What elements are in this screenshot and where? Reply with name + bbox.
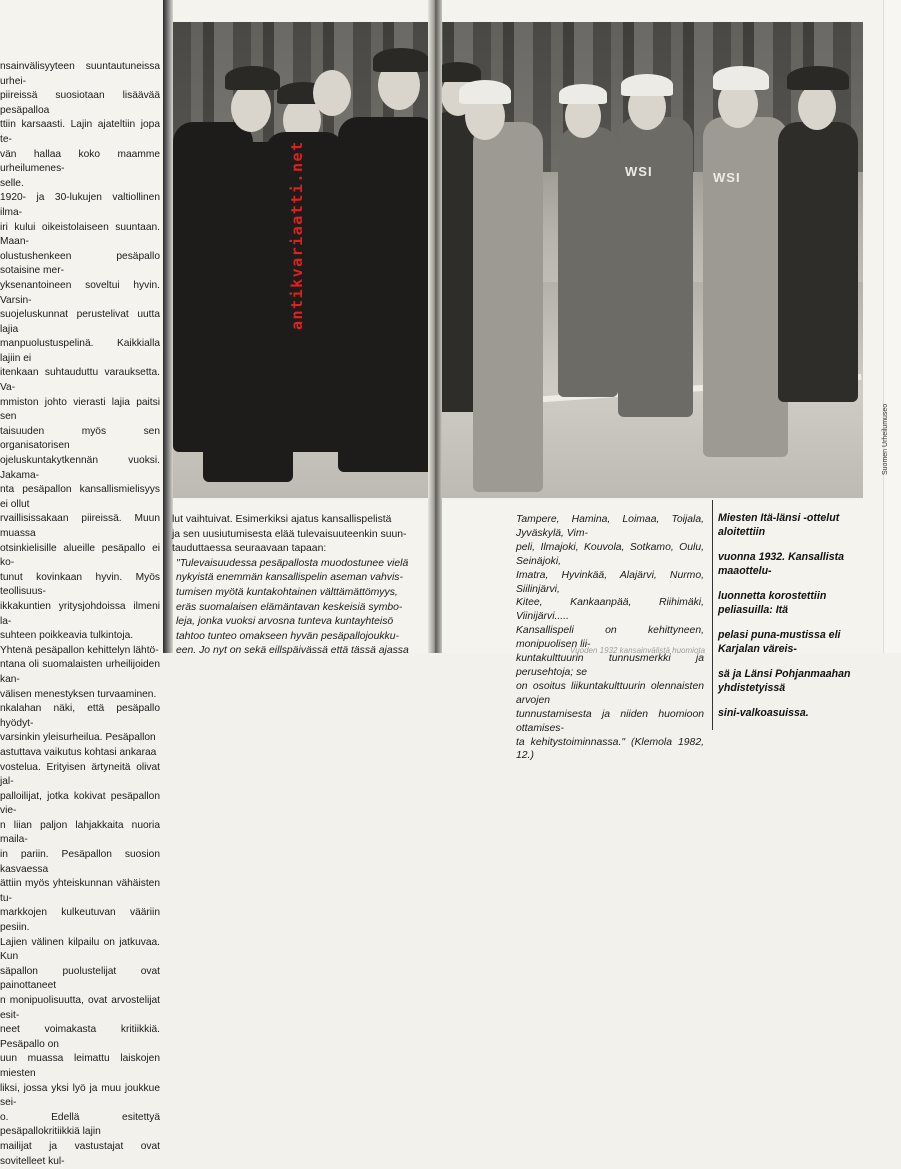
text-line: selle. xyxy=(0,177,24,189)
text-line: Imatra, Hyvinkää, Alajärvi, Nurmo, Siilinjärvi, xyxy=(516,569,704,595)
watermark-text: antikvariaatti.net xyxy=(288,140,306,330)
text-line: nkalahan näki, että pesäpallo hyödyt- xyxy=(0,703,160,729)
text-line: otsinkielisille alueille pesäpallo ei ko- xyxy=(0,542,160,569)
text-line: sini-valkoasuissa. xyxy=(718,706,809,719)
text-line: liksi, jossa yksi lyö ja muu joukkue sei- xyxy=(0,1082,160,1109)
text-line: tunut kovinkaan hyvin. Myös teollisuus- xyxy=(0,571,160,598)
text-line: ttiin karsaasti. Lajin ajateltiin jopa te- xyxy=(0,119,160,145)
text-line: 1920- ja 30-lukujen valtiollinen ilma- xyxy=(0,192,160,218)
text-line: säpallon puolustelijat ovat painottaneet xyxy=(0,965,160,992)
player-head xyxy=(313,70,351,116)
text-line: välisen menestyksen turvaaminen. xyxy=(0,688,157,700)
text-line: een. Jo nyt on sekä eillspäivässä että tässä ajassa xyxy=(176,645,409,657)
player-figure xyxy=(618,117,693,417)
footer-fragment: Vuoden 1932 kansainvälistä huomiota xyxy=(570,646,706,655)
text-line: markkojen kulkeutuvan vääriin pesiin. xyxy=(0,907,160,934)
text-line: pelasi puna-mustissa eli Karjalan väreis- xyxy=(718,628,841,655)
text-line: ättiin myös yhteiskunnan vähäisten tu- xyxy=(0,878,160,904)
text-line: sä ja Länsi Pohjanmaahan yhdistetyissä xyxy=(718,667,851,694)
text-line: in pariin. Pesäpallon suosion kasvaessa xyxy=(0,849,160,875)
text-line: tumisen myötä kuntakohtainen välttämättömyys, xyxy=(176,586,398,598)
text-line: tauduttaessa seuraavaan tapaan: xyxy=(172,543,327,555)
text-line: olustushenkeen pesäpallo sotaisine mer- xyxy=(0,250,160,277)
text-line: Lajien välinen kilpailu on jatkuvaa. Kun xyxy=(0,936,160,963)
player-cap xyxy=(459,80,511,104)
text-line: palloilijat, jotka kokivat pesäpallon vie- xyxy=(0,790,160,817)
text-line: ikkakuntien yritysjohdoissa ilmeni la- xyxy=(0,600,160,627)
player-figure xyxy=(473,122,543,492)
text-line: ja sen uusiutumisesta elää tulevaisuuteenkin suun- xyxy=(172,528,407,540)
text-line: piireissä suosiotaan lisäävää pesäpalloa xyxy=(0,90,160,116)
text-line: neet voimakasta kritiikkiä. Pesäpallo on xyxy=(0,1024,160,1050)
text-line: vuonna 1932. Kansallista maaottelu- xyxy=(718,550,845,577)
text-line: eräs suomalaisen elämäntavan keskeisiä symbo- xyxy=(176,601,403,613)
book-gutter xyxy=(428,0,442,653)
jersey-lettering: WSI xyxy=(713,170,741,185)
player-figure xyxy=(558,127,618,397)
text-line: iri kului oikeistolaiseen suuntaan. Maan- xyxy=(0,221,160,248)
official-figure xyxy=(778,122,858,402)
text-line: mmiston johto vierasti lajia paitsi sen xyxy=(0,396,160,423)
text-line: ojeluskuntakytkennän vuoksi. Jakama- xyxy=(0,455,160,481)
text-line: Yhtenä pesäpallon kehittelyn lähtö- xyxy=(0,644,159,656)
text-line: n liian paljon lahjakkaita nuoria maila- xyxy=(0,819,160,846)
text-line: suhteen poikkeavia tulkintoja. xyxy=(0,630,134,642)
text-line: vän hallaa koko maamme urheilumenes- xyxy=(0,148,160,175)
text-line: rvaillisissakaan piireissä. Muun muassa xyxy=(0,513,160,539)
text-line: tunnustamisesta ja niiden huomioon ottamises- xyxy=(516,708,704,734)
text-line: taisuuden myös sen organisatorisen xyxy=(0,425,160,452)
official-hat xyxy=(787,66,849,90)
player-head xyxy=(231,84,271,132)
text-line: Kansallispeli on kehittyneen, monipuolisen lii- xyxy=(516,625,704,651)
text-line: nykyistä enemmän kansallispelin aseman vahvis- xyxy=(176,572,403,584)
text-line: tahtoo tunteo omakseen hyvän pesäpallojoukku- xyxy=(176,630,399,642)
player-cap xyxy=(559,84,607,104)
text-line: leja, jonka vuoksi arvosna tunteva kuntayhteisö xyxy=(176,616,394,628)
text-line: itenkaan suhtauduttu varauksetta. Va- xyxy=(0,367,160,394)
right-middle-column-text xyxy=(516,513,704,762)
text-line: Miesten Itä-länsi -ottelut aloitettiin xyxy=(718,511,840,538)
player-cap xyxy=(621,74,673,96)
text-line: kuntakulttuurin tunnusmerkki ja perusehtoja; se xyxy=(516,653,704,678)
text-line: varsinkin yleisurheilua. Pesäpallon xyxy=(0,732,156,744)
text-line: suojeluskunnat perustelivat uutta lajia xyxy=(0,309,160,335)
text-line: astuttava vaikutus kohtasi ankaraa xyxy=(0,746,157,758)
text-line: n monipuolisuutta, ovat arvostelijat esit- xyxy=(0,995,160,1021)
text-line: o. Edellä esitettyä pesäpallokritiikkiä lajin xyxy=(0,1111,160,1138)
player-cap xyxy=(373,48,429,72)
player-figure xyxy=(703,117,788,457)
text-line: lut vaihtuivat. Esimerkiksi ajatus kansallispelistä xyxy=(172,514,392,525)
text-line: ta kehitystoiminnassa." (Klemola 1982, 12.) xyxy=(516,736,704,762)
text-line: nta pesäpallon kansallismielisyys ei ollut xyxy=(0,484,160,510)
page-edge-right xyxy=(883,0,901,653)
player-cap xyxy=(713,66,769,90)
official-head xyxy=(798,84,836,130)
left-column-text xyxy=(0,60,160,1167)
text-line: on osoitus liikuntakulttuurin olennaisten arvojen xyxy=(516,680,704,706)
player-cap xyxy=(225,66,280,90)
text-line: yksenantoineen soveltui hyvin. Varsin- xyxy=(0,279,160,306)
photo-caption xyxy=(712,500,878,730)
text-line: peli, Ilmajoki, Kouvola, Sotkamo, Oulu, Seinäjoki, xyxy=(516,541,704,567)
photo-credit: Suomen Urheilumuseo xyxy=(882,403,889,475)
jersey-lettering: WSI xyxy=(625,164,653,179)
player-figure xyxy=(338,117,438,472)
text-line: mailijat ja vastustajat ovat sovitelleet kul- xyxy=(0,1140,160,1167)
text-line: Tampere, Hamina, Loimaa, Toijala, Jyväskylä, Vim- xyxy=(516,514,704,539)
text-line: nsainvälisyyteen suuntautuneissa urhei- xyxy=(0,61,160,87)
text-line: vostelua. Erityisen ärtyneitä olivat jal- xyxy=(0,761,160,788)
middle-column-text xyxy=(172,513,430,657)
text-line: Kitee, Kankaanpää, Riihimäki, Viinijärvi..... xyxy=(516,597,704,623)
text-line: ntana oli suomalaisten urheilijoiden kan- xyxy=(0,659,160,685)
text-line: luonnetta korostettiin peliasuilla: Itä xyxy=(718,589,827,616)
text-line: "Tulevaisuudessa pesäpallosta muodostunee vielä xyxy=(176,557,409,569)
text-line: uun muassa leimattu laiskojen miesten xyxy=(0,1053,160,1079)
text-line: manpuolustuspelinä. Kaikkialla lajiin ei xyxy=(0,338,160,364)
team-photo xyxy=(173,22,863,498)
